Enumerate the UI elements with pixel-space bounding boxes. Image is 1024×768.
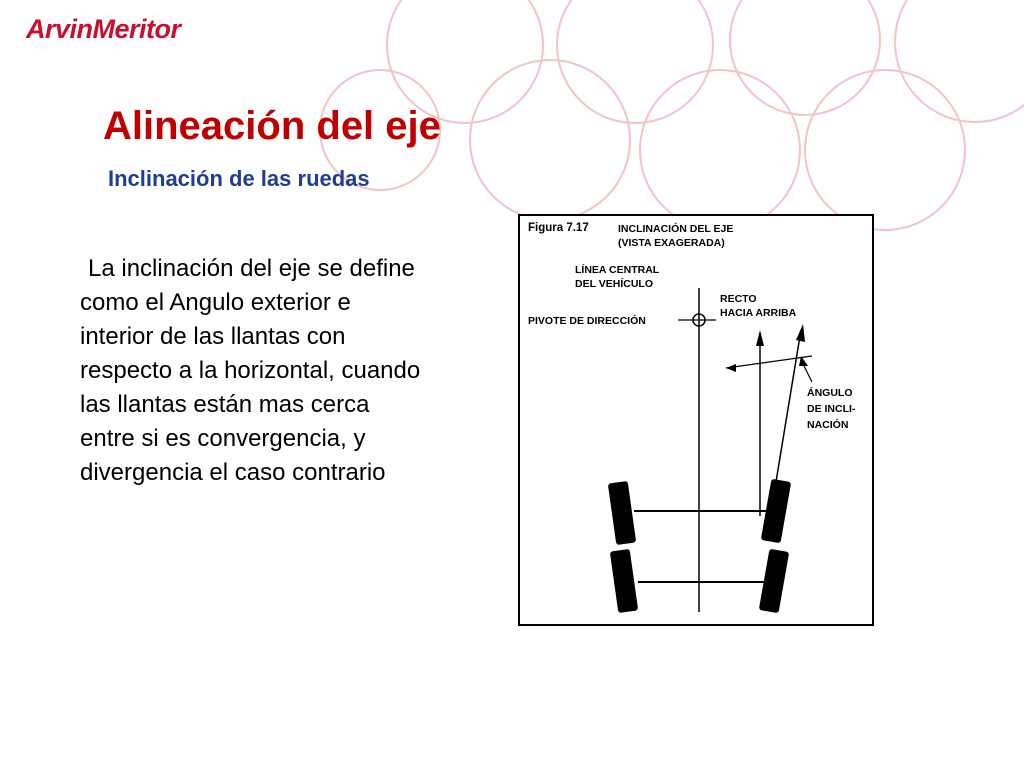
figure-label-centerline-2: DEL VEHÍCULO	[575, 278, 653, 290]
angle-arrow-left	[726, 364, 736, 372]
slide-subtitle: Inclinación de las ruedas	[108, 166, 370, 191]
angle-arc	[726, 356, 812, 368]
figure-label-inclination-1: INCLINACIÓN DEL EJE	[618, 223, 734, 235]
front-left-wheel	[608, 481, 636, 545]
figure-number: Figura 7.17	[528, 222, 589, 234]
figure-label-centerline-1: LÍNEA CENTRAL	[575, 264, 660, 276]
rear-left-wheel	[610, 549, 638, 613]
figure-label-inclination-2: (VISTA EXAGERADA)	[618, 237, 725, 249]
figure-label-angle-1: ÁNGULO	[807, 387, 853, 399]
upright-arrowhead	[756, 330, 764, 346]
inclination-arrowhead	[796, 324, 805, 342]
slide-body-text: La inclinación del eje se define como el Angulo exterior e interior de las llantas con respecto a la horizontal, cuando las llantas están mas cerca entre si es convergencia, y divergencia el caso contrario	[80, 255, 421, 486]
figure-label-angle-2: DE INCLI-	[807, 403, 856, 415]
figure-label-upright-2: HACIA ARRIBA	[720, 307, 797, 319]
axle-inclination-figure	[518, 214, 874, 626]
figure-label-angle-3: NACIÓN	[807, 419, 849, 431]
figure-label-upright-1: RECTO	[720, 293, 757, 305]
figure-drawing	[520, 216, 872, 624]
company-logo: ArvinMeritor	[26, 14, 181, 44]
slide-title: Alineación del eje	[103, 104, 441, 148]
figure-label-pivot: PIVOTE DE DIRECCIÓN	[528, 315, 646, 327]
